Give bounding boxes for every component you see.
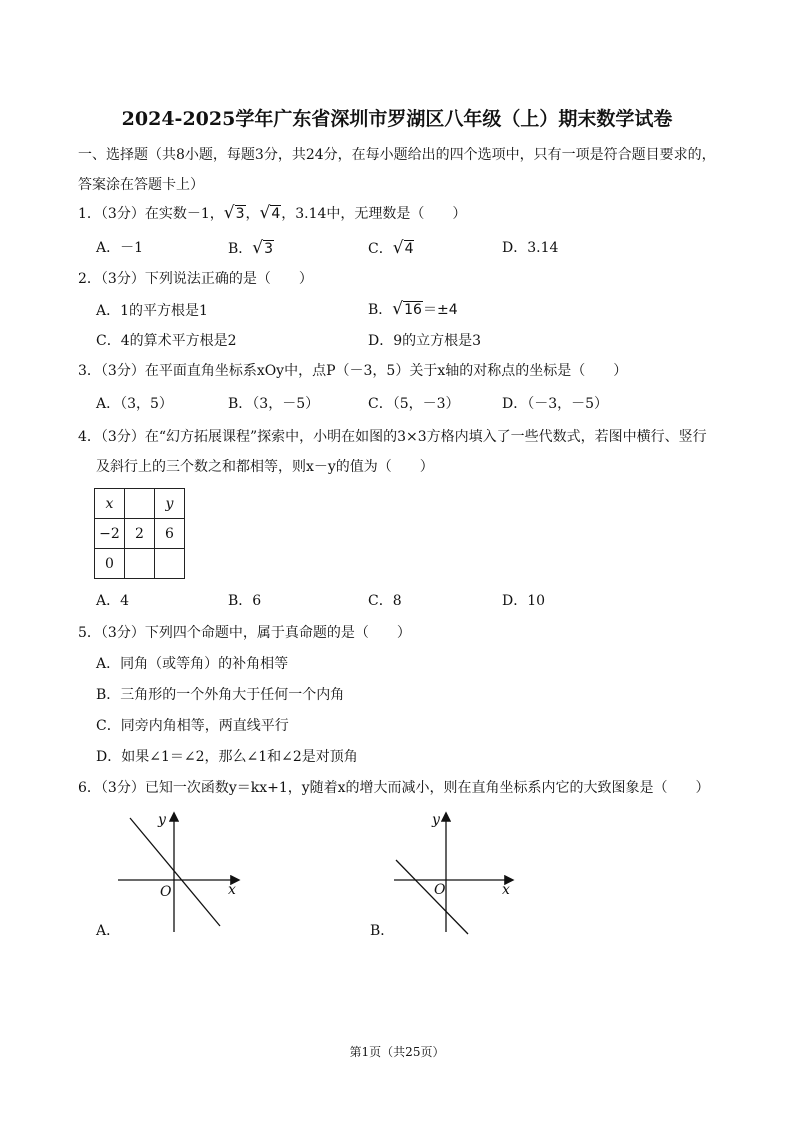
q6-option-a-label[interactable]: A． xyxy=(96,923,121,939)
q1-option-c[interactable]: C．√4 xyxy=(368,238,414,258)
page-title: 2024-2025学年广东省深圳市罗湖区八年级（上）期末数学试卷 xyxy=(121,108,673,130)
q3-option-a[interactable]: A．（3，5） xyxy=(96,396,173,412)
q1-option-a[interactable]: A．－1 xyxy=(96,240,144,256)
grid-cell: y xyxy=(155,489,185,519)
q2-option-b[interactable]: B．√16＝±4 xyxy=(368,299,458,319)
grid-cell xyxy=(125,489,155,519)
y-axis-label: y xyxy=(158,812,166,828)
q6-option-b-label[interactable]: B． xyxy=(370,923,395,939)
question-3-stem: 3．（3分）在平面直角坐标系xOy中，点P（－3，5）关于x轴的对称点的坐标是（ ） xyxy=(78,363,628,379)
q1-radical-2: √4 xyxy=(259,203,281,223)
q6-graph-a xyxy=(110,808,250,938)
grid-cell xyxy=(155,549,185,579)
question-2-stem: 2．（3分）下列说法正确的是（ ） xyxy=(78,271,313,287)
question-5-stem: 5．（3分）下列四个命题中，属于真命题的是（ ） xyxy=(78,625,411,641)
q5-option-c[interactable]: C．同旁内角相等，两直线平行 xyxy=(96,718,289,734)
q1-option-d[interactable]: D．3.14 xyxy=(502,240,559,256)
question-4-stem-line1: 4．（3分）在“幻方拓展课程”探索中，小明在如图的3×3方格内填入了一些代数式，若图中横行、竖行 xyxy=(78,429,707,445)
q1-separator: ， xyxy=(245,206,260,222)
q2-option-c[interactable]: C．4的算术平方根是2 xyxy=(96,333,237,349)
q4-option-c[interactable]: C．8 xyxy=(368,593,402,609)
q1-prefix: 1．（3分）在实数－1， xyxy=(78,206,224,222)
question-4-stem-line2: 及斜行上的三个数之和都相等，则x－y的值为（ ） xyxy=(96,459,434,475)
q5-option-d[interactable]: D．如果∠1＝∠2，那么∠1和∠2是对顶角 xyxy=(96,749,358,765)
x-axis-label: x xyxy=(228,882,236,898)
q1-radical-1: √3 xyxy=(223,203,245,223)
question-1-stem xyxy=(78,203,467,223)
q4-option-b[interactable]: B．6 xyxy=(228,593,262,609)
grid-cell: −2 xyxy=(95,519,125,549)
q1-option-b[interactable]: B．√3 xyxy=(228,238,274,258)
q4-option-d[interactable]: D．10 xyxy=(502,593,546,609)
question-6-stem: 6．（3分）已知一次函数y＝kx+1，y随着x的增大而减小，则在直角坐标系内它的大致图象是（ ） xyxy=(78,780,710,796)
origin-label: O xyxy=(434,882,446,898)
q2-option-a[interactable]: A．1的平方根是1 xyxy=(96,303,208,319)
q3-option-d[interactable]: D．（－3，－5） xyxy=(502,396,609,412)
q3-option-c[interactable]: C．（5，－3） xyxy=(368,396,460,412)
magic-square-grid xyxy=(94,488,185,579)
function-line xyxy=(396,860,468,934)
q5-option-b[interactable]: B．三角形的一个外角大于任何一个内角 xyxy=(96,687,345,703)
grid-cell: 0 xyxy=(95,549,125,579)
q1-suffix: ，3.14中，无理数是（ ） xyxy=(281,206,467,222)
grid-cell: x xyxy=(95,489,125,519)
grid-cell xyxy=(125,549,155,579)
q3-option-b[interactable]: B．（3，－5） xyxy=(228,396,320,412)
q5-option-a[interactable]: A．同角（或等角）的补角相等 xyxy=(96,656,289,672)
grid-cell: 6 xyxy=(155,519,185,549)
q6-graph-b xyxy=(386,808,526,938)
grid-cell: 2 xyxy=(125,519,155,549)
section-heading-line1: 一、选择题（共8小题，每题3分，共24分，在每小题给出的四个选项中，只有一项是符合题目要求的， xyxy=(78,147,716,163)
q2-option-d[interactable]: D．9的立方根是3 xyxy=(368,333,482,349)
page-footer: 第1页（共25页） xyxy=(349,1045,445,1059)
y-axis-label: y xyxy=(432,812,440,828)
origin-label: O xyxy=(160,884,172,900)
section-heading-line2: 答案涂在答题卡上） xyxy=(78,177,204,193)
q4-option-a[interactable]: A．4 xyxy=(96,593,130,609)
function-line xyxy=(130,818,220,926)
x-axis-label: x xyxy=(502,882,510,898)
